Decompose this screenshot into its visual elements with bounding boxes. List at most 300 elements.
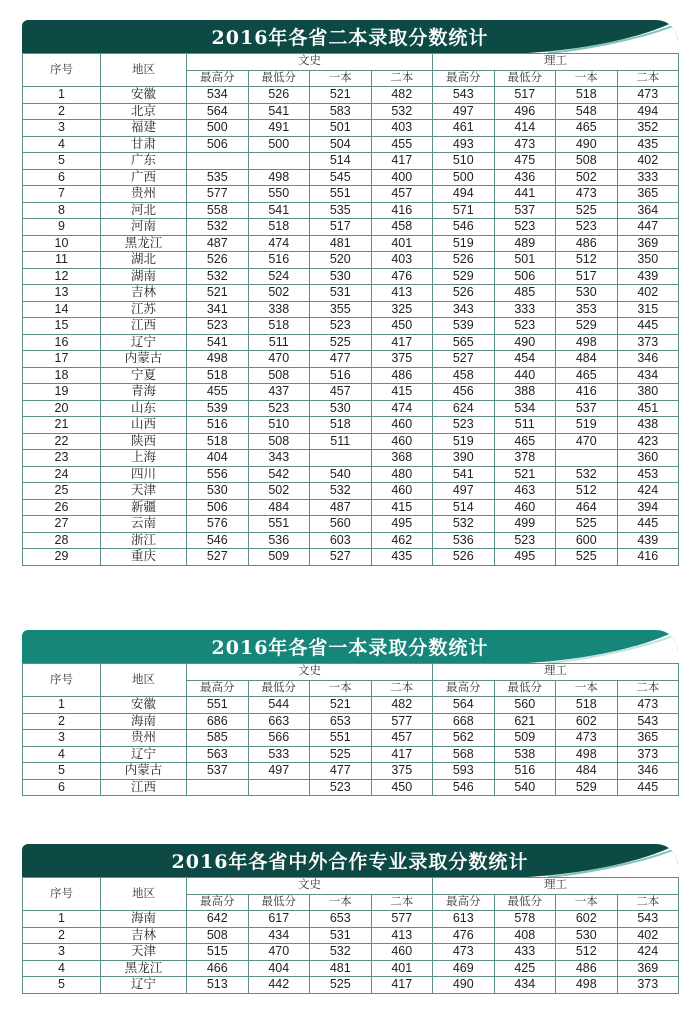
table-cell: 506 xyxy=(187,136,249,153)
header-wenshi: 文史 xyxy=(187,54,433,71)
table-cell: 562 xyxy=(433,730,495,747)
subheader-min: 最低分 xyxy=(248,680,310,697)
table-cell: 564 xyxy=(433,697,495,714)
table-cell: 525 xyxy=(556,202,618,219)
table-cell: 380 xyxy=(617,384,679,401)
table-cell: 1 xyxy=(23,911,101,928)
table-cell: 475 xyxy=(494,153,556,170)
table-cell: 531 xyxy=(310,285,372,302)
table-cell: 523 xyxy=(310,779,372,796)
table-cell: 477 xyxy=(310,763,372,780)
table-cell: 516 xyxy=(310,367,372,384)
table-cell: 416 xyxy=(556,384,618,401)
table-cell: 上海 xyxy=(101,450,187,467)
table-cell: 516 xyxy=(248,252,310,269)
subheader-max: 最高分 xyxy=(187,680,249,697)
table-cell: 5 xyxy=(23,153,101,170)
table-row xyxy=(23,763,679,780)
table-cell: 415 xyxy=(371,499,433,516)
subheader-erben: 二本 xyxy=(617,894,679,911)
header-seq: 序号 xyxy=(23,878,101,911)
table-cell: 404 xyxy=(187,450,249,467)
table-cell: 375 xyxy=(371,763,433,780)
table-cell: 585 xyxy=(187,730,249,747)
table-cell: 526 xyxy=(248,87,310,104)
table-cell: 新疆 xyxy=(101,499,187,516)
table-row xyxy=(23,927,679,944)
table-cell: 523 xyxy=(494,219,556,236)
table-cell: 9 xyxy=(23,219,101,236)
table-cell: 373 xyxy=(617,334,679,351)
table-cell: 400 xyxy=(371,169,433,186)
table-cell: 455 xyxy=(187,384,249,401)
table-cell: 7 xyxy=(23,186,101,203)
table-cell: 518 xyxy=(187,367,249,384)
table-cell: 19 xyxy=(23,384,101,401)
table-cell: 512 xyxy=(556,483,618,500)
table-cell: 天津 xyxy=(101,483,187,500)
table-cell: 黑龙江 xyxy=(101,235,187,252)
table-cell: 437 xyxy=(248,384,310,401)
subheader-yiben: 一本 xyxy=(310,894,372,911)
table-cell: 481 xyxy=(310,960,372,977)
table-cell: 广东 xyxy=(101,153,187,170)
subheader-erben: 二本 xyxy=(617,680,679,697)
table-cell: 青海 xyxy=(101,384,187,401)
table-cell: 473 xyxy=(556,186,618,203)
table-cell: 重庆 xyxy=(101,549,187,566)
table-cell: 508 xyxy=(248,433,310,450)
table-cell: 辽宁 xyxy=(101,334,187,351)
table-cell: 539 xyxy=(187,400,249,417)
table-cell xyxy=(187,779,249,796)
table-cell: 469 xyxy=(433,960,495,977)
table-cell: 499 xyxy=(494,516,556,533)
table-cell: 1 xyxy=(23,697,101,714)
table-cell: 466 xyxy=(187,960,249,977)
table-cell: 537 xyxy=(556,400,618,417)
table-cell: 346 xyxy=(617,763,679,780)
table-cell: 527 xyxy=(187,549,249,566)
table-cell: 516 xyxy=(494,763,556,780)
table-cell: 542 xyxy=(248,466,310,483)
table-cell: 16 xyxy=(23,334,101,351)
table-cell: 373 xyxy=(617,977,679,994)
table-cell: 576 xyxy=(187,516,249,533)
subheader-max: 最高分 xyxy=(433,70,495,87)
table-cell: 511 xyxy=(494,417,556,434)
table-cell: 523 xyxy=(310,318,372,335)
table-cell: 560 xyxy=(494,697,556,714)
header-region: 地区 xyxy=(101,54,187,87)
table-cell: 457 xyxy=(371,730,433,747)
table-cell: 617 xyxy=(248,911,310,928)
table-cell: 501 xyxy=(310,120,372,137)
table-cell: 401 xyxy=(371,960,433,977)
table-cell: 526 xyxy=(433,252,495,269)
table-cell: 603 xyxy=(310,532,372,549)
table-cell: 534 xyxy=(187,87,249,104)
table-cell: 551 xyxy=(187,697,249,714)
section-banner xyxy=(22,20,678,53)
table-cell: 530 xyxy=(556,927,618,944)
table-cell: 602 xyxy=(556,911,618,928)
table-cell: 4 xyxy=(23,960,101,977)
table-cell: 425 xyxy=(494,960,556,977)
table-cell: 519 xyxy=(433,235,495,252)
table-cell: 527 xyxy=(433,351,495,368)
table-cell: 454 xyxy=(494,351,556,368)
table-cell: 495 xyxy=(494,549,556,566)
header-region: 地区 xyxy=(101,664,187,697)
section-title: 2016年各省二本录取分数统计 xyxy=(211,27,489,49)
table-cell: 624 xyxy=(433,400,495,417)
table-cell: 511 xyxy=(310,433,372,450)
table-cell: 470 xyxy=(556,433,618,450)
score-table xyxy=(22,53,679,566)
table-cell: 521 xyxy=(310,697,372,714)
table-cell: 487 xyxy=(310,499,372,516)
section-title: 2016年各省一本录取分数统计 xyxy=(211,637,489,659)
table-cell: 18 xyxy=(23,367,101,384)
table-cell: 498 xyxy=(187,351,249,368)
table-cell: 417 xyxy=(371,153,433,170)
section-banner xyxy=(22,630,678,663)
table-cell: 海南 xyxy=(101,911,187,928)
table-cell: 2 xyxy=(23,927,101,944)
subheader-max: 最高分 xyxy=(187,70,249,87)
table-cell: 523 xyxy=(248,400,310,417)
table-cell: 523 xyxy=(433,417,495,434)
table-cell: 519 xyxy=(556,417,618,434)
table-cell: 523 xyxy=(494,532,556,549)
table-cell xyxy=(187,153,249,170)
table-row xyxy=(23,136,679,153)
table-cell: 550 xyxy=(248,186,310,203)
table-cell: 498 xyxy=(556,334,618,351)
table-cell: 390 xyxy=(433,450,495,467)
table-cell: 460 xyxy=(371,944,433,961)
table-cell: 571 xyxy=(433,202,495,219)
table-cell: 508 xyxy=(248,367,310,384)
table-cell: 481 xyxy=(310,235,372,252)
table-cell: 394 xyxy=(617,499,679,516)
table-cell: 15 xyxy=(23,318,101,335)
table-cell: 内蒙古 xyxy=(101,763,187,780)
table-cell: 山西 xyxy=(101,417,187,434)
table-cell: 565 xyxy=(433,334,495,351)
table-cell: 353 xyxy=(556,301,618,318)
table-row xyxy=(23,516,679,533)
table-cell: 333 xyxy=(494,301,556,318)
table-cell: 416 xyxy=(617,549,679,566)
table-cell: 543 xyxy=(433,87,495,104)
table-cell: 534 xyxy=(494,400,556,417)
table-cell: 532 xyxy=(187,268,249,285)
table-cell: 566 xyxy=(248,730,310,747)
table-cell xyxy=(248,779,310,796)
table-cell: 424 xyxy=(617,483,679,500)
table-cell: 495 xyxy=(371,516,433,533)
table-cell: 20 xyxy=(23,400,101,417)
table-cell: 502 xyxy=(248,285,310,302)
table-row xyxy=(23,697,679,714)
table-cell: 山东 xyxy=(101,400,187,417)
table-cell: 河北 xyxy=(101,202,187,219)
table-cell: 甘肃 xyxy=(101,136,187,153)
table-cell: 465 xyxy=(556,120,618,137)
table-cell: 21 xyxy=(23,417,101,434)
table-cell: 434 xyxy=(617,367,679,384)
header-ligong: 理工 xyxy=(433,878,679,895)
table-cell: 1 xyxy=(23,87,101,104)
table-cell: 湖北 xyxy=(101,252,187,269)
table-cell: 461 xyxy=(433,120,495,137)
table-cell: 447 xyxy=(617,219,679,236)
subheader-yiben: 一本 xyxy=(556,70,618,87)
table-row xyxy=(23,235,679,252)
table-cell: 578 xyxy=(494,911,556,928)
table-cell: 476 xyxy=(371,268,433,285)
table-cell: 541 xyxy=(187,334,249,351)
table-cell: 辽宁 xyxy=(101,746,187,763)
table-cell: 496 xyxy=(494,103,556,120)
table-cell: 28 xyxy=(23,532,101,549)
table-row xyxy=(23,87,679,104)
table-cell: 413 xyxy=(371,285,433,302)
subheader-yiben: 一本 xyxy=(556,894,618,911)
section-banner xyxy=(22,844,678,877)
table-cell: 510 xyxy=(433,153,495,170)
table-cell: 吉林 xyxy=(101,927,187,944)
table-cell: 494 xyxy=(617,103,679,120)
table-cell: 2 xyxy=(23,713,101,730)
table-row xyxy=(23,219,679,236)
table-cell: 502 xyxy=(248,483,310,500)
table-cell: 509 xyxy=(494,730,556,747)
table-cell: 445 xyxy=(617,318,679,335)
table-row xyxy=(23,746,679,763)
table-cell: 523 xyxy=(556,219,618,236)
table-cell: 484 xyxy=(556,351,618,368)
table-row xyxy=(23,301,679,318)
table-cell xyxy=(248,153,310,170)
table-cell: 404 xyxy=(248,960,310,977)
table-cell: 537 xyxy=(494,202,556,219)
table-cell: 408 xyxy=(494,927,556,944)
table-cell: 17 xyxy=(23,351,101,368)
table-cell: 501 xyxy=(494,252,556,269)
table-cell: 543 xyxy=(617,911,679,928)
table-cell: 490 xyxy=(494,334,556,351)
header-ligong: 理工 xyxy=(433,664,679,681)
table-cell: 474 xyxy=(248,235,310,252)
table-cell: 13 xyxy=(23,285,101,302)
header-ligong: 理工 xyxy=(433,54,679,71)
table-cell: 613 xyxy=(433,911,495,928)
table-cell: 546 xyxy=(433,219,495,236)
table-cell: 653 xyxy=(310,713,372,730)
table-cell: 523 xyxy=(494,318,556,335)
subheader-min: 最低分 xyxy=(494,894,556,911)
table-body xyxy=(23,911,679,994)
table-cell: 497 xyxy=(433,483,495,500)
table-cell: 4 xyxy=(23,746,101,763)
table-cell: 486 xyxy=(556,235,618,252)
table-cell: 369 xyxy=(617,960,679,977)
table-cell: 河南 xyxy=(101,219,187,236)
table-cell: 10 xyxy=(23,235,101,252)
table-cell: 12 xyxy=(23,268,101,285)
table-cell: 540 xyxy=(494,779,556,796)
table-cell: 530 xyxy=(310,400,372,417)
table-cell: 江苏 xyxy=(101,301,187,318)
table-cell: 506 xyxy=(494,268,556,285)
score-table xyxy=(22,877,679,994)
table-cell: 辽宁 xyxy=(101,977,187,994)
table-cell: 577 xyxy=(371,911,433,928)
table-cell: 517 xyxy=(556,268,618,285)
table-cell: 551 xyxy=(310,730,372,747)
header-wenshi: 文史 xyxy=(187,664,433,681)
table-cell: 365 xyxy=(617,186,679,203)
table-cell: 621 xyxy=(494,713,556,730)
table-cell: 506 xyxy=(187,499,249,516)
table-cell: 5 xyxy=(23,763,101,780)
table-row xyxy=(23,384,679,401)
table-cell: 27 xyxy=(23,516,101,533)
table-cell: 424 xyxy=(617,944,679,961)
table-cell: 350 xyxy=(617,252,679,269)
table-cell: 484 xyxy=(556,763,618,780)
table-cell: 378 xyxy=(494,450,556,467)
table-cell: 贵州 xyxy=(101,730,187,747)
table-cell: 476 xyxy=(433,927,495,944)
table-row xyxy=(23,186,679,203)
table-cell: 533 xyxy=(248,746,310,763)
table-cell: 343 xyxy=(248,450,310,467)
table-cell: 434 xyxy=(248,927,310,944)
table-cell: 433 xyxy=(494,944,556,961)
table-row xyxy=(23,433,679,450)
table-cell: 333 xyxy=(617,169,679,186)
table-cell: 525 xyxy=(556,516,618,533)
table-cell: 373 xyxy=(617,746,679,763)
table-cell: 530 xyxy=(187,483,249,500)
section-title: 2016年各省中外合作专业录取分数统计 xyxy=(171,851,529,873)
table-row xyxy=(23,252,679,269)
table-cell: 577 xyxy=(187,186,249,203)
subheader-erben: 二本 xyxy=(617,70,679,87)
table-cell: 546 xyxy=(433,779,495,796)
header-region: 地区 xyxy=(101,878,187,911)
table-cell: 22 xyxy=(23,433,101,450)
table-cell: 513 xyxy=(187,977,249,994)
table-row xyxy=(23,466,679,483)
table-cell: 529 xyxy=(433,268,495,285)
table-cell: 514 xyxy=(433,499,495,516)
table-cell: 531 xyxy=(310,927,372,944)
table-cell: 440 xyxy=(494,367,556,384)
table-cell: 375 xyxy=(371,351,433,368)
table-cell: 497 xyxy=(433,103,495,120)
table-row xyxy=(23,944,679,961)
table-cell: 551 xyxy=(310,186,372,203)
table-row xyxy=(23,367,679,384)
table-cell: 530 xyxy=(310,268,372,285)
table-cell: 600 xyxy=(556,532,618,549)
table-row xyxy=(23,202,679,219)
table-cell: 5 xyxy=(23,977,101,994)
table-cell: 8 xyxy=(23,202,101,219)
table-cell: 490 xyxy=(556,136,618,153)
table-cell: 532 xyxy=(187,219,249,236)
table-cell: 545 xyxy=(310,169,372,186)
table-cell: 455 xyxy=(371,136,433,153)
table-cell: 401 xyxy=(371,235,433,252)
table-cell: 贵州 xyxy=(101,186,187,203)
table-cell: 458 xyxy=(433,367,495,384)
table-cell: 473 xyxy=(433,944,495,961)
table-row xyxy=(23,911,679,928)
table-cell: 526 xyxy=(433,285,495,302)
table-cell: 宁夏 xyxy=(101,367,187,384)
table-cell: 江西 xyxy=(101,779,187,796)
table-cell: 525 xyxy=(310,746,372,763)
table-cell: 489 xyxy=(494,235,556,252)
table-cell: 6 xyxy=(23,169,101,186)
table-cell: 515 xyxy=(187,944,249,961)
table-cell: 518 xyxy=(248,318,310,335)
table-cell: 3 xyxy=(23,120,101,137)
table-cell: 464 xyxy=(556,499,618,516)
table-cell: 463 xyxy=(494,483,556,500)
table-cell: 470 xyxy=(248,351,310,368)
table-cell: 541 xyxy=(433,466,495,483)
table-cell: 523 xyxy=(187,318,249,335)
table-cell: 508 xyxy=(187,927,249,944)
table-cell: 黑龙江 xyxy=(101,960,187,977)
table-cell: 480 xyxy=(371,466,433,483)
table-cell: 539 xyxy=(433,318,495,335)
subheader-erben: 二本 xyxy=(371,70,433,87)
table-cell: 500 xyxy=(433,169,495,186)
table-cell: 江西 xyxy=(101,318,187,335)
table-cell: 518 xyxy=(248,219,310,236)
table-cell: 494 xyxy=(433,186,495,203)
table-cell: 436 xyxy=(494,169,556,186)
table-cell: 315 xyxy=(617,301,679,318)
table-cell: 368 xyxy=(371,450,433,467)
table-cell: 陕西 xyxy=(101,433,187,450)
table-cell: 365 xyxy=(617,730,679,747)
table-cell: 417 xyxy=(371,334,433,351)
table-cell: 广西 xyxy=(101,169,187,186)
table-cell: 470 xyxy=(248,944,310,961)
subheader-yiben: 一本 xyxy=(310,680,372,697)
table-row xyxy=(23,532,679,549)
table-cell: 521 xyxy=(187,285,249,302)
table-cell: 439 xyxy=(617,268,679,285)
table-row xyxy=(23,103,679,120)
table-row xyxy=(23,351,679,368)
table-cell: 460 xyxy=(371,433,433,450)
table-cell: 536 xyxy=(248,532,310,549)
table-cell: 6 xyxy=(23,779,101,796)
table-body xyxy=(23,87,679,566)
table-row xyxy=(23,483,679,500)
table-cell: 512 xyxy=(556,252,618,269)
